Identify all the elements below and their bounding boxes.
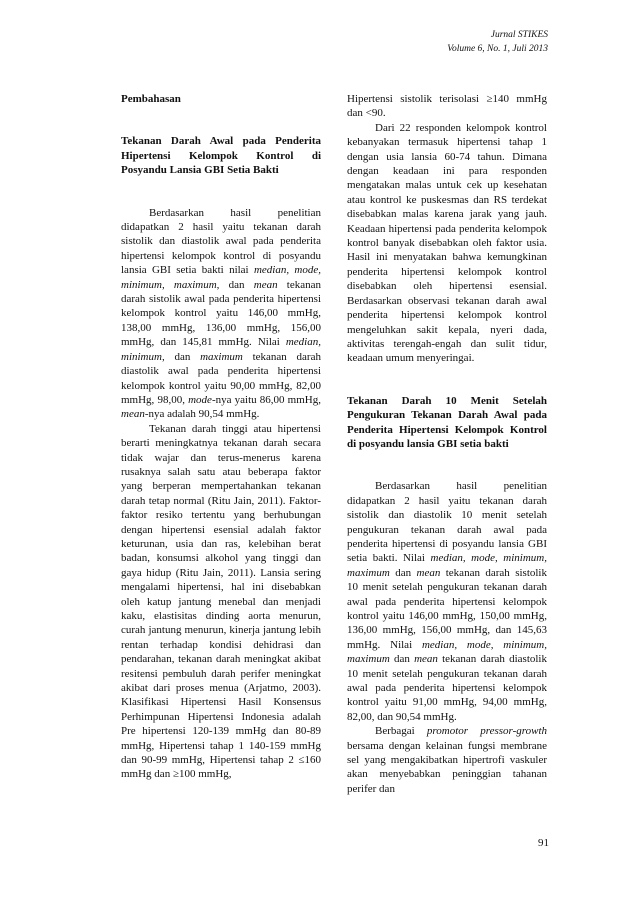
journal-volume: Volume 6, No. 1, Juli 2013 xyxy=(447,44,548,54)
left-paragraph-2: Tekanan darah tinggi atau hipertensi berarti meningkatnya tekanan darah secara tidak wajar dan terus-menerus karena rusaknya salah satu atau beberapa faktor yang berperan mempertahankan tekanan darah tetap normal (Ritu Jain, 2011). Faktor-faktor resiko tertentu yang berhubungan dengan hipertensi esensial adalah faktor keturunan, usia dan ras, kelebihan berat badan, konsumsi alkohol yang tinggi dan gaya hidup (Ritu Jain, 2011). Lansia sering mengalami hipertensi, hal ini disebabkan oleh katup jantung menebal dan menjadi kaku, elastisitas dinding aorta menurun, curah jantung menurun, kinerja jantung lebih rentan terhadap kondisi dehidrasi dan pendarahan, tekanan darah meningkat akibat resitensi pembuluh darah perifer meningkat akibat dari proses menua (Arjatmo, 2003). Klasifikasi Hipertensi Hasil Konsensus Perhimpunan Hipertensi Indonesia adalah Pre hipertensi 120-139 mmHg dan 80-89 mmHg, Hipertensi tahap 1 140-159 mmHg dan 90-99 mmHg, Hipertensi tahap 2 ≤160 mmHg dan ≥100 mmHg, xyxy=(121,422,321,781)
left-paragraph-1: Berdasarkan hasil penelitian didapatkan 2 hasil yaitu tekanan darah sistolik dan diastolik awal pada penderita hipertensi kelompok kontrol di posyandu lansia GBI setia bakti nilai median, mode, minimum, maximum, dan mean tekanan darah sistolik awal pada penderita hipertensi kelompok kontrol yaitu 146,00 mmHg, 138,00 mmHg, 136,00 mmHg, 156,00 mmHg, dan 145,81 mmHg. Nilai median, minimum, dan maximum tekanan darah diastolik awal pada penderita hipertensi kelompok kontrol yaitu 90,00 mmHg, 82,00 mmHg, 98,00, mode-nya yaitu 86,00 mmHg, mean-nya adalah 90,54 mmHg. xyxy=(121,206,321,421)
right-paragraph-3: Berdasarkan hasil penelitian didapatkan 2 hasil yaitu tekanan darah sistolik dan diastolik 10 menit setelah pengukuran tekanan darah awal pada penderita hipertensi di posyandu lansia GBI setia bakti. Nilai median, mode, minimum, maximum dan mean tekanan darah sistolik 10 menit setelah pengukuran tekanan darah awal pada penderita hipertensi kelompok kontrol yaitu 146,00 mmHg, 150,00 mmHg, 136,00 mmHg, 156,00 mmHg, dan 145,63 mmHg. Nilai median, mode, minimum, maximum dan mean tekanan darah diastolik 10 menit setelah pengukuran tekanan darah awal pada penderita hipertensi kelompok kontrol yaitu 91,00 mmHg, 94,00 mmHg, 82,00, dan 90,54 mmHg. xyxy=(347,480,547,723)
right-paragraph-1: Hipertensi sistolik terisolasi ≥140 mmHg dan <90. xyxy=(347,93,547,120)
right-paragraph-2: Dari 22 responden kelompok kontrol kebanyakan termasuk hipertensi tahap 1 dengan usia lansia 60-74 tahun. Dimana dengan keadaan ini para responden mengatakan malas untuk cek up kesehatan atau kontrol ke puskesmas dan RS terdekat disebabkan malas karena jarak yang jauh. Keadaan hipertensi pada penderita kelompok kontrol banyak disebabkan oleh faktor usia. Hasil ini menyatakan bahwa kemungkinan penderita hipertensi kelompok kontrol disebabkan oleh hipertensi esensial. Berdasarkan observasi tekanan darah awal penderita hipertensi kelompok kontrol mengeluhkan sakit kepala, nyeri dada, aktivitas terengah-engah dan sulit tidur, keadaan umum menyeringai. xyxy=(347,121,547,365)
section-title: Pembahasan xyxy=(121,93,181,105)
right-paragraph-4: Berbagai promotor pressor-growth bersama dengan kelainan fungsi membrane sel yang mengakibatkan hipertrofi vaskuler akan menyebabkan peninggian tahanan perifer dan xyxy=(347,725,547,795)
right-column xyxy=(347,92,547,796)
page-number: 91 xyxy=(538,837,549,849)
left-column xyxy=(121,92,321,782)
running-header xyxy=(447,28,548,56)
journal-name: Jurnal STIKES xyxy=(490,30,548,40)
right-subheading: Tekanan Darah 10 Menit Setelah Pengukuran Tekanan Darah Awal pada Penderita Hipertensi Kelompok Kontrol di posyandu lansia GBI setia bakti xyxy=(347,394,547,450)
left-subheading: Tekanan Darah Awal pada Penderita Hipertensi Kelompok Kontrol di Posyandu Lansia GBI Setia Bakti xyxy=(121,135,321,177)
